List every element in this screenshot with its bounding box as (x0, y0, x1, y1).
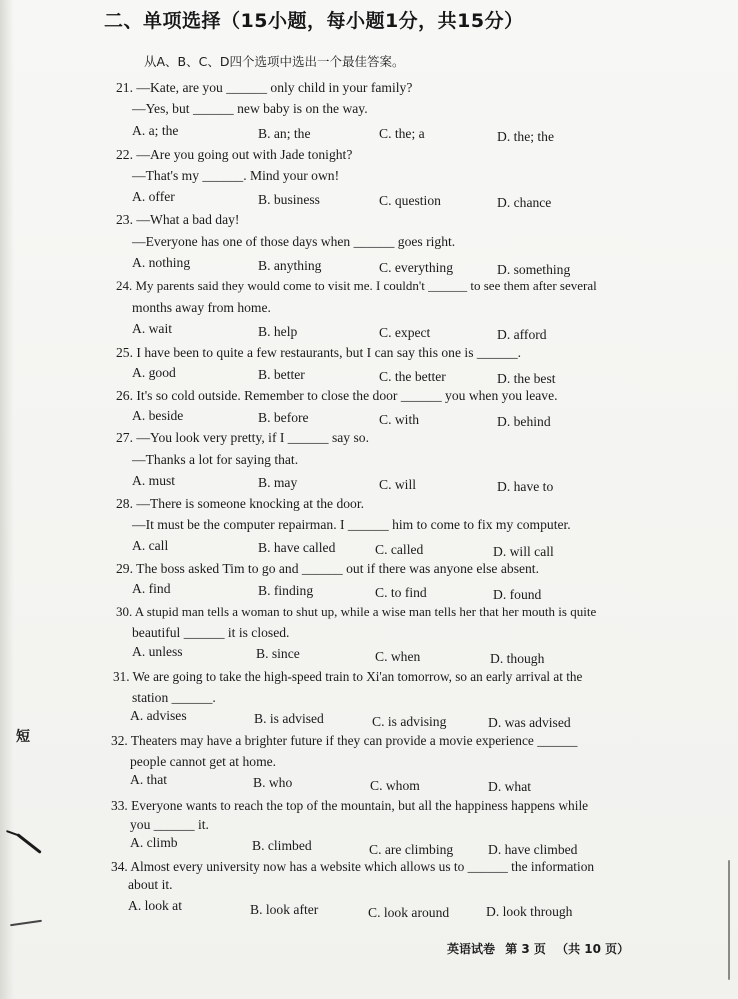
page-edge-shadow (728, 860, 730, 980)
question-31-stem-cont: station ______. (132, 690, 216, 705)
question-24-stem-cont: months away from home. (132, 300, 271, 315)
footer-page-number: 第 3 页 (505, 942, 546, 956)
question-33-option-a: A. climb (130, 835, 178, 850)
question-22-option-a: A. offer (132, 189, 175, 204)
question-34-option-a: A. look at (128, 898, 182, 913)
question-31-option-b: B. is advised (254, 711, 324, 726)
margin-fold-line (10, 920, 42, 926)
question-22-reply: —That's my ______. Mind your own! (132, 168, 340, 183)
section-instruction: 从A、B、C、D四个选项中选出一个最佳答案。 (144, 54, 405, 69)
question-31-option-c: C. is advising (372, 714, 447, 729)
question-23-option-b: B. anything (258, 258, 322, 273)
footer-subject: 英语试卷 (447, 942, 496, 956)
question-33-stem-cont: you ______ it. (130, 817, 209, 832)
question-28-stem: 28. —There is someone knocking at the door. (116, 496, 365, 511)
question-24-option-d: D. afford (497, 327, 547, 342)
question-34-option-c: C. look around (368, 905, 450, 920)
question-32-option-d: D. what (488, 779, 532, 794)
question-26-option-c: C. with (379, 412, 420, 427)
question-33-stem: 33. Everyone wants to reach the top of the mountain, but all the happiness happens while (111, 798, 589, 813)
question-28-option-a: A. call (132, 538, 169, 553)
question-28-option-c: C. called (375, 542, 424, 557)
question-30-stem-cont: beautiful ______ it is closed. (132, 625, 290, 640)
question-34-stem: 34. Almost every university now has a website which allows us to ______ the information (111, 859, 595, 874)
question-21-option-d: D. the; the (497, 129, 555, 144)
question-26-option-a: A. beside (132, 408, 184, 423)
question-26-stem: 26. It's so cold outside. Remember to close the door ______ you when you leave. (116, 388, 558, 403)
question-23-option-c: C. everything (379, 260, 453, 275)
question-23-option-a: A. nothing (132, 255, 191, 270)
question-30-option-d: D. though (490, 651, 545, 666)
question-21-stem: 21. —Kate, are you ______ only child in your family? (116, 80, 413, 95)
question-27-reply: —Thanks a lot for saying that. (132, 452, 299, 467)
question-34-option-d: D. look through (486, 904, 573, 919)
question-30-option-a: A. unless (132, 644, 183, 659)
question-23-stem: 23. —What a bad day! (116, 212, 240, 227)
question-24-option-b: B. help (258, 324, 298, 339)
question-22-stem: 22. —Are you going out with Jade tonight? (116, 147, 353, 162)
question-25-option-c: C. the better (379, 369, 446, 384)
question-22-option-d: D. chance (497, 195, 552, 210)
question-24-stem: 24. My parents said they would come to visit me. I couldn't ______ to see them after several (116, 278, 597, 293)
question-25-option-a: A. good (132, 365, 176, 380)
question-29-option-d: D. found (493, 587, 542, 602)
footer-total-pages: （共 10 页） (556, 942, 630, 956)
question-26-option-b: B. before (258, 410, 309, 425)
section-title: 二、单项选择（15小题，每小题1分，共15分） (104, 10, 524, 32)
question-32-stem-cont: people cannot get at home. (130, 754, 277, 769)
question-28-reply: —It must be the computer repairman. I ______ him to come to fix my computer. (132, 517, 571, 532)
question-29-option-a: A. find (132, 581, 171, 596)
question-22-option-b: B. business (258, 192, 320, 207)
question-33-option-b: B. climbed (252, 838, 312, 853)
question-34-option-b: B. look after (250, 902, 319, 917)
margin-binding-char: 短 (16, 729, 30, 745)
question-27-option-c: C. will (379, 477, 417, 492)
question-28-option-b: B. have called (258, 540, 336, 555)
question-21-reply: —Yes, but ______ new baby is on the way. (132, 101, 368, 116)
question-32-option-b: B. who (253, 775, 293, 790)
question-31-stem: 31. We are going to take the high-speed train to Xi'an tomorrow, so an early arrival at the (113, 669, 583, 684)
question-25-option-b: B. better (258, 367, 305, 382)
margin-pen-stroke (16, 833, 41, 854)
question-21-option-b: B. an; the (258, 126, 311, 141)
question-22-option-c: C. question (379, 193, 441, 208)
question-33-option-c: C. are climbing (369, 842, 454, 857)
question-27-option-b: B. may (258, 475, 298, 490)
question-23-option-d: D. something (497, 262, 571, 277)
page-footer (447, 940, 635, 957)
question-32-option-c: C. whom (370, 778, 420, 793)
question-24-option-a: A. wait (132, 321, 173, 336)
question-25-option-d: D. the best (497, 371, 556, 386)
question-32-option-a: A. that (130, 772, 167, 787)
question-21-option-c: C. the; a (379, 126, 425, 141)
question-21-option-a: A. a; the (132, 123, 179, 138)
question-33-option-d: D. have climbed (488, 842, 578, 857)
question-30-option-b: B. since (256, 646, 300, 661)
question-29-option-b: B. finding (258, 583, 314, 598)
question-24-option-c: C. expect (379, 325, 431, 340)
question-34-stem-cont: about it. (128, 877, 173, 892)
question-30-stem: 30. A stupid man tells a woman to shut up, while a wise man tells her that her mouth is quite (116, 604, 597, 619)
question-30-option-c: C. when (375, 649, 421, 664)
question-28-option-d: D. will call (493, 544, 554, 559)
question-26-option-d: D. behind (497, 414, 551, 429)
question-23-reply: —Everyone has one of those days when ______ goes right. (132, 234, 456, 249)
question-31-option-a: A. advises (130, 708, 187, 723)
question-29-stem: 29. The boss asked Tim to go and ______ out if there was anyone else absent. (116, 561, 539, 576)
question-27-stem: 27. —You look very pretty, if I ______ say so. (116, 430, 369, 445)
question-25-stem: 25. I have been to quite a few restaurants, but I can say this one is ______. (116, 345, 522, 360)
question-27-option-d: D. have to (497, 479, 554, 494)
margin-pen-stroke-small (6, 830, 18, 836)
question-29-option-c: C. to find (375, 585, 427, 600)
question-27-option-a: A. must (132, 473, 176, 488)
question-31-option-d: D. was advised (488, 715, 571, 730)
question-32-stem: 32. Theaters may have a brighter future if they can provide a movie experience ______ (111, 733, 578, 748)
